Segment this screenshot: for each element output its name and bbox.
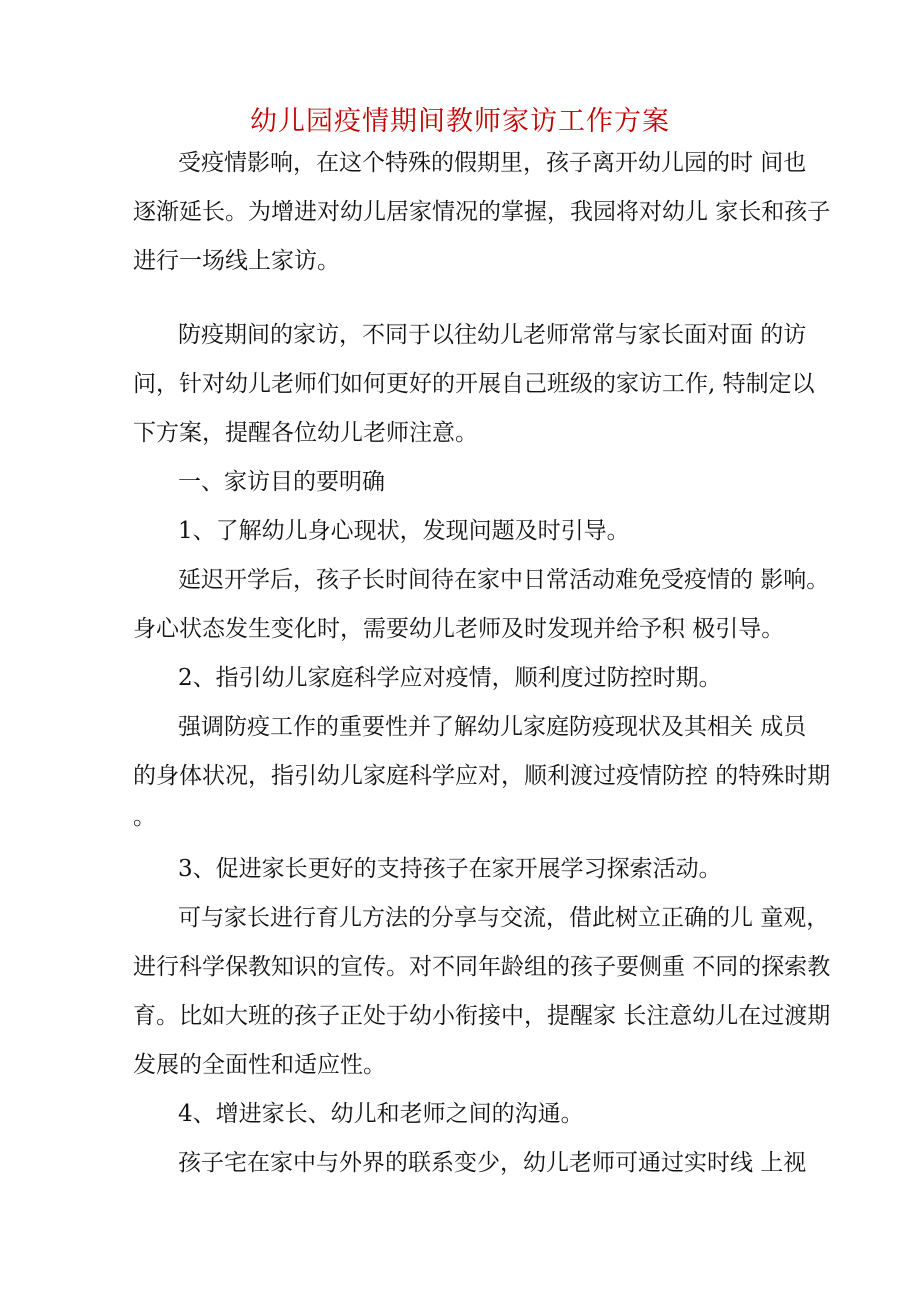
paragraph-line: 身心状态发生变化时，需要幼儿老师及时发现并给予积 极引导。 bbox=[133, 616, 785, 642]
paragraph-line: 发展的全面性和适应性。 bbox=[133, 1052, 386, 1078]
paragraph-line: 进行一场线上家访。 bbox=[133, 248, 340, 274]
subsection-heading: 2、指引幼儿家庭科学应对疫情，顺利度过防控时期。 bbox=[178, 665, 722, 691]
paragraph-line: 孩子宅在家中与外界的联系变少，幼儿老师可通过实时线 上视 bbox=[178, 1150, 807, 1176]
paragraph-line: 防疫期间的家访，不同于以往幼儿老师常常与家长面对面 的访 bbox=[178, 322, 807, 348]
paragraph-line: 延迟开学后，孩子长时间待在家中日常活动难免受疫情的 影响。 bbox=[178, 567, 830, 593]
paragraph-line: 进行科学保教知识的宣传。对不同年龄组的孩子要侧重 不同的探索教 bbox=[133, 954, 831, 980]
paragraph-line: 下方案，提醒各位幼儿老师注意。 bbox=[133, 420, 478, 446]
paragraph-line: 逐渐延长。为增进对幼儿居家情况的掌握，我园将对幼儿 家长和孩子 bbox=[133, 199, 831, 225]
paragraph-line: 育。比如大班的孩子正处于幼小衔接中，提醒家 长注意幼儿在过渡期 bbox=[133, 1003, 831, 1029]
subsection-heading: 3、促进家长更好的支持孩子在家开展学习探索活动。 bbox=[178, 856, 722, 882]
paragraph-line: 问，针对幼儿老师们如何更好的开展自己班级的家访工作, 特制定以 bbox=[133, 371, 815, 397]
paragraph-line: 。 bbox=[133, 804, 156, 830]
paragraph-line: 的身体状况，指引幼儿家庭科学应对，顺利渡过疫情防控 的特殊时期 bbox=[133, 763, 831, 789]
paragraph-line: 强调防疫工作的重要性并了解幼儿家庭防疫现状及其相关 成员 bbox=[178, 714, 807, 740]
paragraph-line: 可与家长进行育儿方法的分享与交流，借此树立正确的儿 童观， bbox=[178, 905, 830, 931]
subsection-heading: 4、增进家长、幼儿和老师之间的沟通。 bbox=[178, 1101, 584, 1127]
subsection-heading: 1、了解幼儿身心现状，发现问题及时引导。 bbox=[178, 518, 630, 544]
document-title: 幼儿园疫情期间教师家访工作方案 bbox=[250, 106, 670, 137]
paragraph-line: 受疫情影响，在这个特殊的假期里，孩子离开幼儿园的时 间也 bbox=[178, 150, 807, 176]
section-heading: 一、家访目的要明确 bbox=[178, 469, 385, 495]
